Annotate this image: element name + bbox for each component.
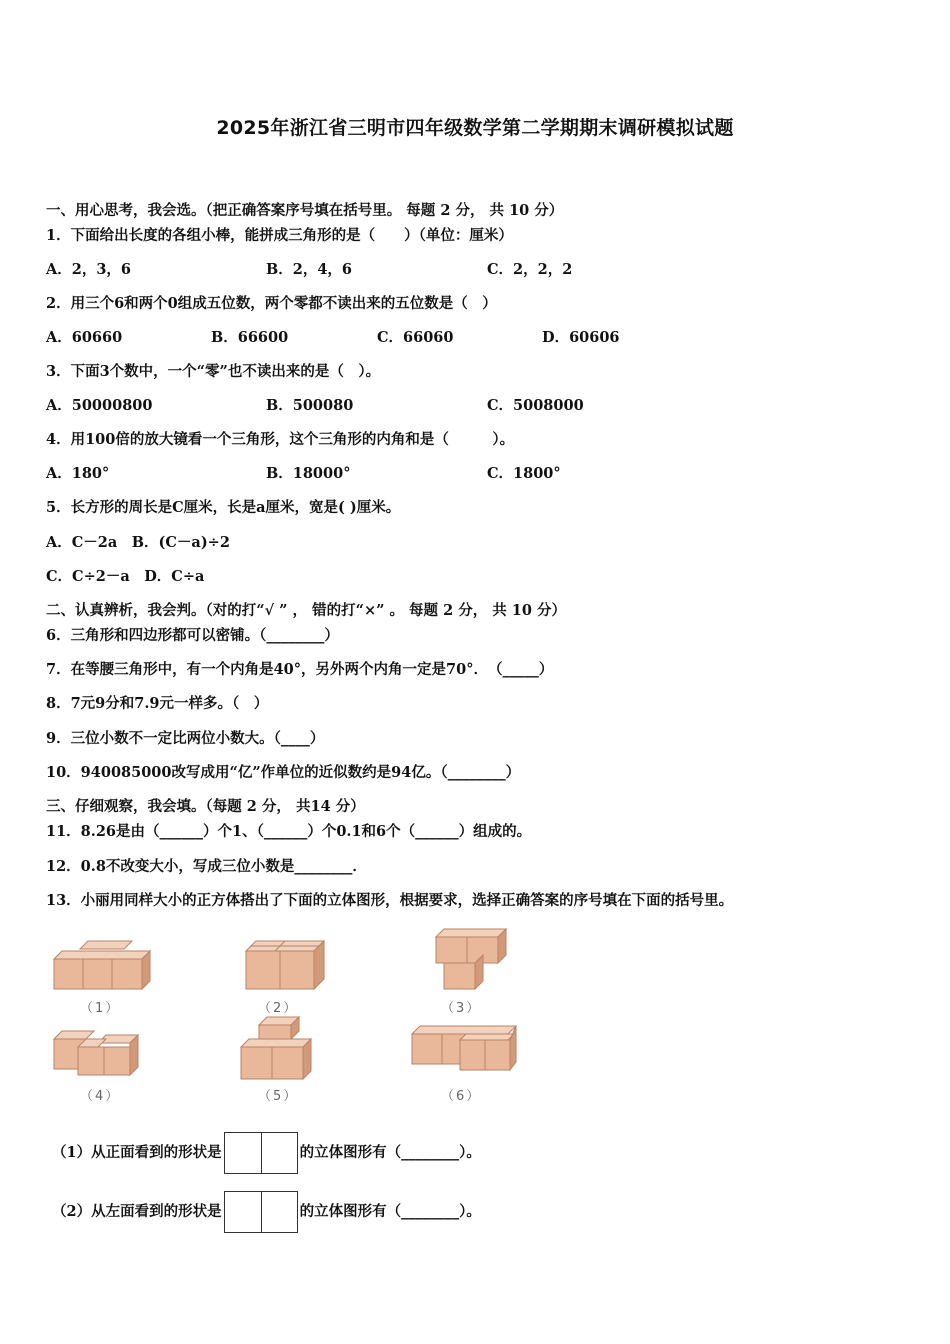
sub-question-2 xyxy=(52,1191,481,1233)
q3-option-b: B．500080 xyxy=(266,397,354,414)
figure-caption-4: （4） xyxy=(80,1089,121,1104)
question-11: 11．8.26是由（______）个1、（______）个0.1和6个（______）组成的。 xyxy=(46,823,532,840)
q2-option-c: C．66060 xyxy=(377,329,454,346)
q4-option-c: C．1800° xyxy=(487,465,561,482)
question-13: 13．小丽用同样大小的正方体搭出了下面的立体图形，根据要求，选择正确答案的序号填在下面的括号里。 xyxy=(46,892,734,909)
figure-caption-2: （2） xyxy=(258,1001,299,1016)
cube-figure-3 xyxy=(430,925,515,995)
q5-options-cd: C．C÷2－a D．C÷a xyxy=(46,568,205,585)
section-1-heading: 一、用心思考，我会选。（把正确答案序号填在括号里。 每题 2 分， 共 10 分） xyxy=(46,202,564,219)
question-12: 12．0.8不改变大小，写成三位小数是________． xyxy=(46,858,367,875)
two-square-diagram-left xyxy=(224,1191,298,1233)
sub2-suffix: 的立体图形有（________）。 xyxy=(299,1203,481,1220)
sub1-prefix: （1）从正面看到的形状是 xyxy=(52,1144,222,1161)
question-2: 2．用三个6和两个0组成五位数，两个零都不读出来的五位数是（ ） xyxy=(46,295,497,312)
q3-option-a: A．50000800 xyxy=(46,397,153,414)
q2-option-d: D．60606 xyxy=(542,329,620,346)
figure-caption-3: （3） xyxy=(441,1001,482,1016)
q4-option-a: A．180° xyxy=(46,465,110,482)
cube-figure-6 xyxy=(408,1020,523,1075)
q5-options-ab: A．C－2a B．(C－a)÷2 xyxy=(46,534,230,551)
sub-question-1 xyxy=(52,1132,481,1174)
q1-option-c: C．2，2，2 xyxy=(487,261,573,278)
two-square-diagram-front xyxy=(224,1132,298,1174)
section-3-heading: 三、仔细观察，我会填。（每题 2 分， 共14 分） xyxy=(46,798,365,815)
question-4: 4．用100倍的放大镜看一个三角形，这个三角形的内角和是（ ）。 xyxy=(46,431,515,448)
cube-figure-2 xyxy=(240,935,335,995)
question-8: 8．7元9分和7.9元一样多。（ ） xyxy=(46,695,269,712)
question-7: 7．在等腰三角形中，有一个内角是40°，另外两个内角一定是70°． （_____） xyxy=(46,661,554,678)
q3-option-c: C．5008000 xyxy=(487,397,584,414)
figure-caption-6: （6） xyxy=(441,1089,482,1104)
sub2-prefix: （2）从左面看到的形状是 xyxy=(52,1203,222,1220)
page-title: 2025年浙江省三明市四年级数学第二学期期末调研模拟试题 xyxy=(216,117,734,139)
figure-caption-5: （5） xyxy=(258,1089,299,1104)
q4-option-b: B．18000° xyxy=(266,465,351,482)
question-10: 10．940085000改写成用“亿”作单位的近似数约是94亿。（________） xyxy=(46,764,521,781)
question-9: 9．三位小数不一定比两位小数大。（____） xyxy=(46,730,325,747)
question-1: 1．下面给出长度的各组小棒，能拼成三角形的是（ ）（单位：厘米） xyxy=(46,227,513,244)
q2-option-b: B．66600 xyxy=(211,329,289,346)
cube-figure-5 xyxy=(237,1015,322,1085)
q1-option-b: B．2，4，6 xyxy=(266,261,353,278)
section-2-heading: 二、认真辨析，我会判。（对的打“√ ” ， 错的打“×” 。 每题 2 分， 共 10 分） xyxy=(46,602,567,619)
question-5: 5．长方形的周长是C厘米，长是a厘米，宽是( )厘米。 xyxy=(46,499,401,516)
figure-caption-1: （1） xyxy=(80,1001,121,1016)
question-6: 6．三角形和四边形都可以密铺。（________） xyxy=(46,627,339,644)
sub1-suffix: 的立体图形有（________）。 xyxy=(299,1144,481,1161)
question-3: 3．下面3个数中，一个“零”也不读出来的是（ ）。 xyxy=(46,363,381,380)
q1-option-a: A．2，3，6 xyxy=(46,261,132,278)
cube-figure-1 xyxy=(50,935,155,995)
cube-figure-4 xyxy=(50,1025,145,1080)
q2-option-a: A．60660 xyxy=(46,329,123,346)
